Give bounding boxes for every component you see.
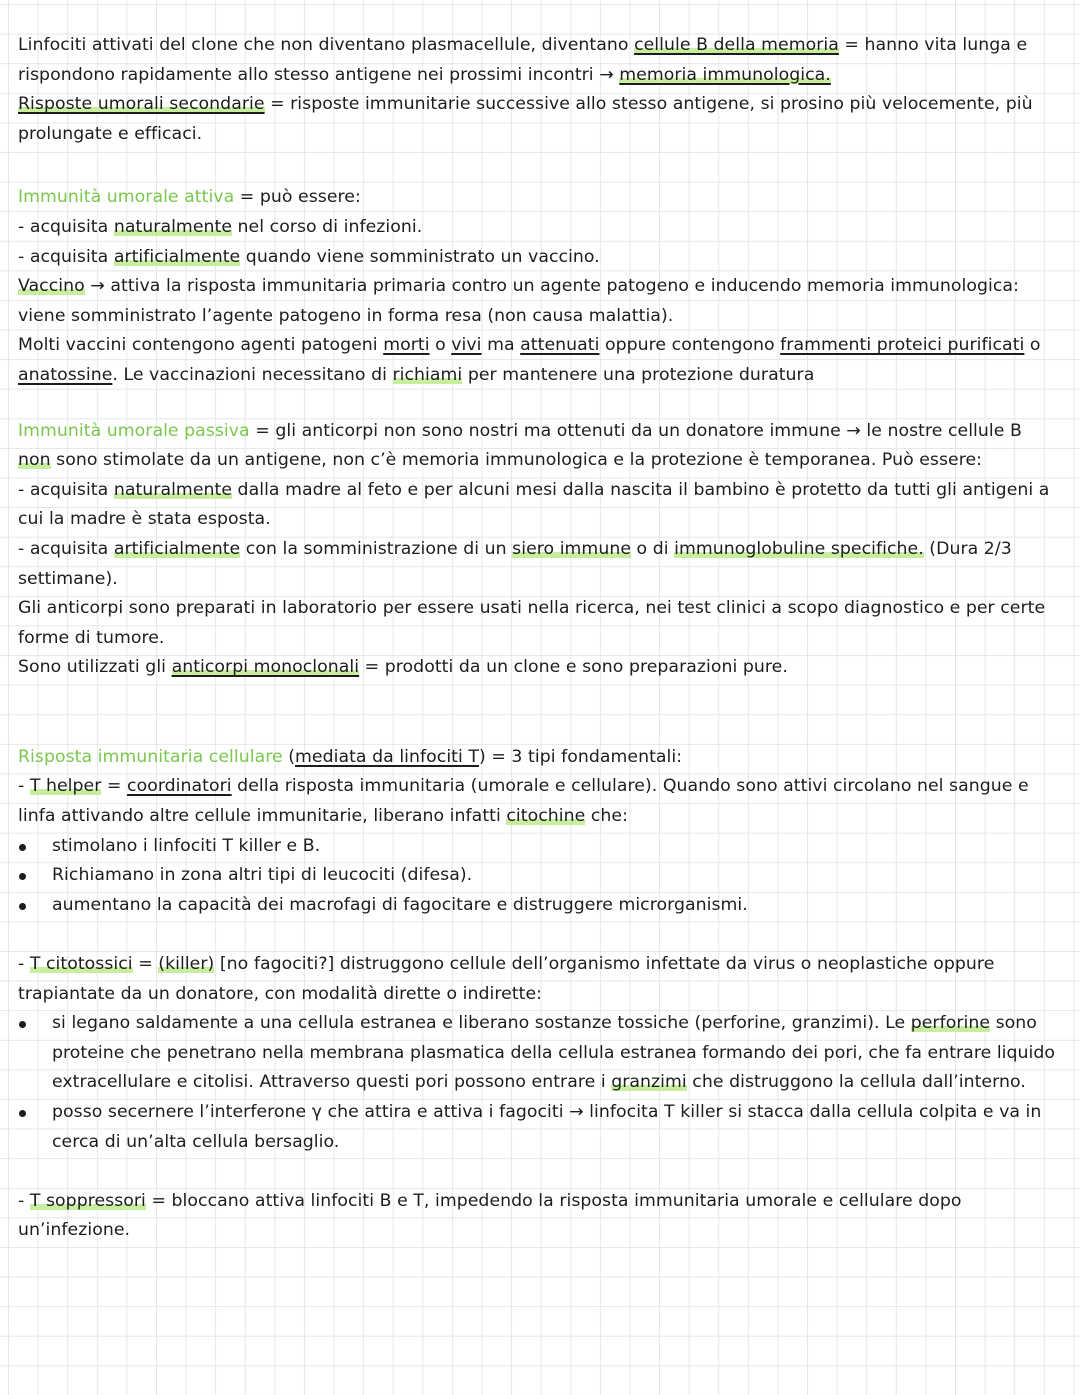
list-item: si legano saldamente a una cellula estranea e liberano sostanze tossiche (perforine, granzimi). Le perforine sono proteine che penetrano nella membrana plasmatica della cellula estranea formando dei pori, che fa entrare liquido extracellulare e citolisi. Attraverso questi pori possono entrare i granzimi che distruggono la cellula dall’interno.	[18, 1009, 1058, 1098]
t-helper-term: T helper	[29, 776, 102, 797]
memory-paragraph	[18, 31, 1058, 149]
active-natural-item: - acquisita naturalmente nel corso di infezioni.	[18, 216, 423, 237]
cytotoxic-bullet-list	[18, 1009, 1058, 1157]
list-item: posso secernere l’interferone γ che attira e attiva i fagociti → linfocita T killer si stacca dalla cellula colpita e va in cerca di un’alta cellula bersaglio.	[18, 1098, 1058, 1157]
list-item: stimolano i linfociti T killer e B.	[18, 832, 1058, 862]
passive-immunity-intro: Immunità umorale passiva = gli anticorpi non sono nostri ma ottenuti da un donatore immune → le nostre cellule B non sono stimolate da un antigene, non c’è memoria immunologica e la protezione è temporanea. Può essere:	[18, 420, 1022, 471]
memory-b-cells-term: cellule B della memoria	[634, 35, 839, 55]
cellular-response-title: Risposta immunitaria cellulare	[18, 746, 283, 767]
passive-natural-item: - acquisita naturalmente dalla madre al feto e per alcuni mesi dalla nascita il bambino è protetto da tutti gli antigeni a cui la madre è stata esposta.	[18, 479, 1050, 530]
monoclonal-term: anticorpi monoclonali	[171, 657, 360, 678]
secondary-response-text: Risposte umorali secondarie = risposte immunitarie successive allo stesso antigene, si prosino più velocemente, più prolungate e efficaci.	[18, 94, 1033, 144]
monoclonal-text: Sono utilizzati gli anticorpi monoclonali = prodotti da un clone e sono preparazioni pure.	[18, 657, 788, 678]
t-suppressor-text: - T soppressori = bloccano attiva linfociti B e T, impedendo la risposta immunitaria umorale e cellulare dopo un’infezione.	[18, 1190, 962, 1241]
cellular-response-heading: Risposta immunitaria cellulare (mediata da linfociti T) = 3 tipi fondamentali:	[18, 746, 683, 767]
passive-immunity-title: Immunità umorale passiva	[18, 420, 250, 441]
list-item: aumentano la capacità dei macrofagi di fagocitare e distruggere microrganismi.	[18, 891, 1058, 921]
t-suppressor-term: T soppressori	[29, 1190, 146, 1211]
memory-cells-text: Linfociti attivati del clone che non diventano plasmacellule, diventano cellule B della memoria = hanno vita lunga e rispondono rapidamente allo stesso antigene nei prossimi incontri → memoria immunologica.	[18, 35, 1028, 85]
t-cytotoxic-term: T citotossici	[29, 954, 133, 975]
list-item: Richiamano in zona altri tipi di leucociti (difesa).	[18, 861, 1058, 891]
active-immunity-title: Immunità umorale attiva	[18, 187, 235, 208]
passive-artificial-item: - acquisita artificialmente con la somministrazione di un siero immune o di immunoglobuline specifiche. (Dura 2/3 settimane).	[18, 538, 1012, 589]
active-artificial-item: - acquisita artificialmente quando viene somministrato un vaccino.	[18, 246, 600, 267]
active-immunity-section	[18, 183, 1058, 390]
vaccine-text: Vaccino → attiva la risposta immunitaria primaria contro un agente patogeno e inducendo memoria immunologica: viene somministrato l’agente patogeno in forma resa (non causa malattia).	[18, 276, 1019, 326]
cellular-response-section	[18, 743, 1058, 1246]
secondary-response-term: Risposte umorali secondarie	[18, 94, 265, 115]
vaccine-types-text: Molti vaccini contengono agenti patogeni morti o vivi ma attenuati oppure contengono frammenti proteici purificati o anatossine. Le vaccinazioni necessitano di richiami per mantenere una protezione duratura	[18, 335, 1041, 385]
vaccine-term: Vaccino	[18, 276, 85, 297]
immunological-memory-term: memoria immunologica.	[619, 64, 831, 85]
active-immunity-heading: Immunità umorale attiva = può essere:	[18, 187, 361, 208]
passive-immunity-section	[18, 417, 1058, 683]
helper-bullet-list	[18, 832, 1058, 921]
t-cytotoxic-text: - T citotossici = (killer) [no fagociti?] distruggono cellule dell’organismo infettate da virus o neoplastiche oppure trapiantate da un donatore, con modalità dirette o indirette:	[18, 954, 995, 1004]
lab-antibodies-text: Gli anticorpi sono preparati in laboratorio per essere usati nella ricerca, nei test clinici a scopo diagnostico e per certe forme di tumore.	[18, 598, 1046, 648]
t-helper-text: - T helper = coordinatori della risposta immunitaria (umorale e cellulare). Quando sono attivi circolano nel sangue e linfa attivando altre cellule immunitarie, liberano infatti citochine che:	[18, 776, 1029, 827]
notes-page	[18, 31, 1058, 1246]
